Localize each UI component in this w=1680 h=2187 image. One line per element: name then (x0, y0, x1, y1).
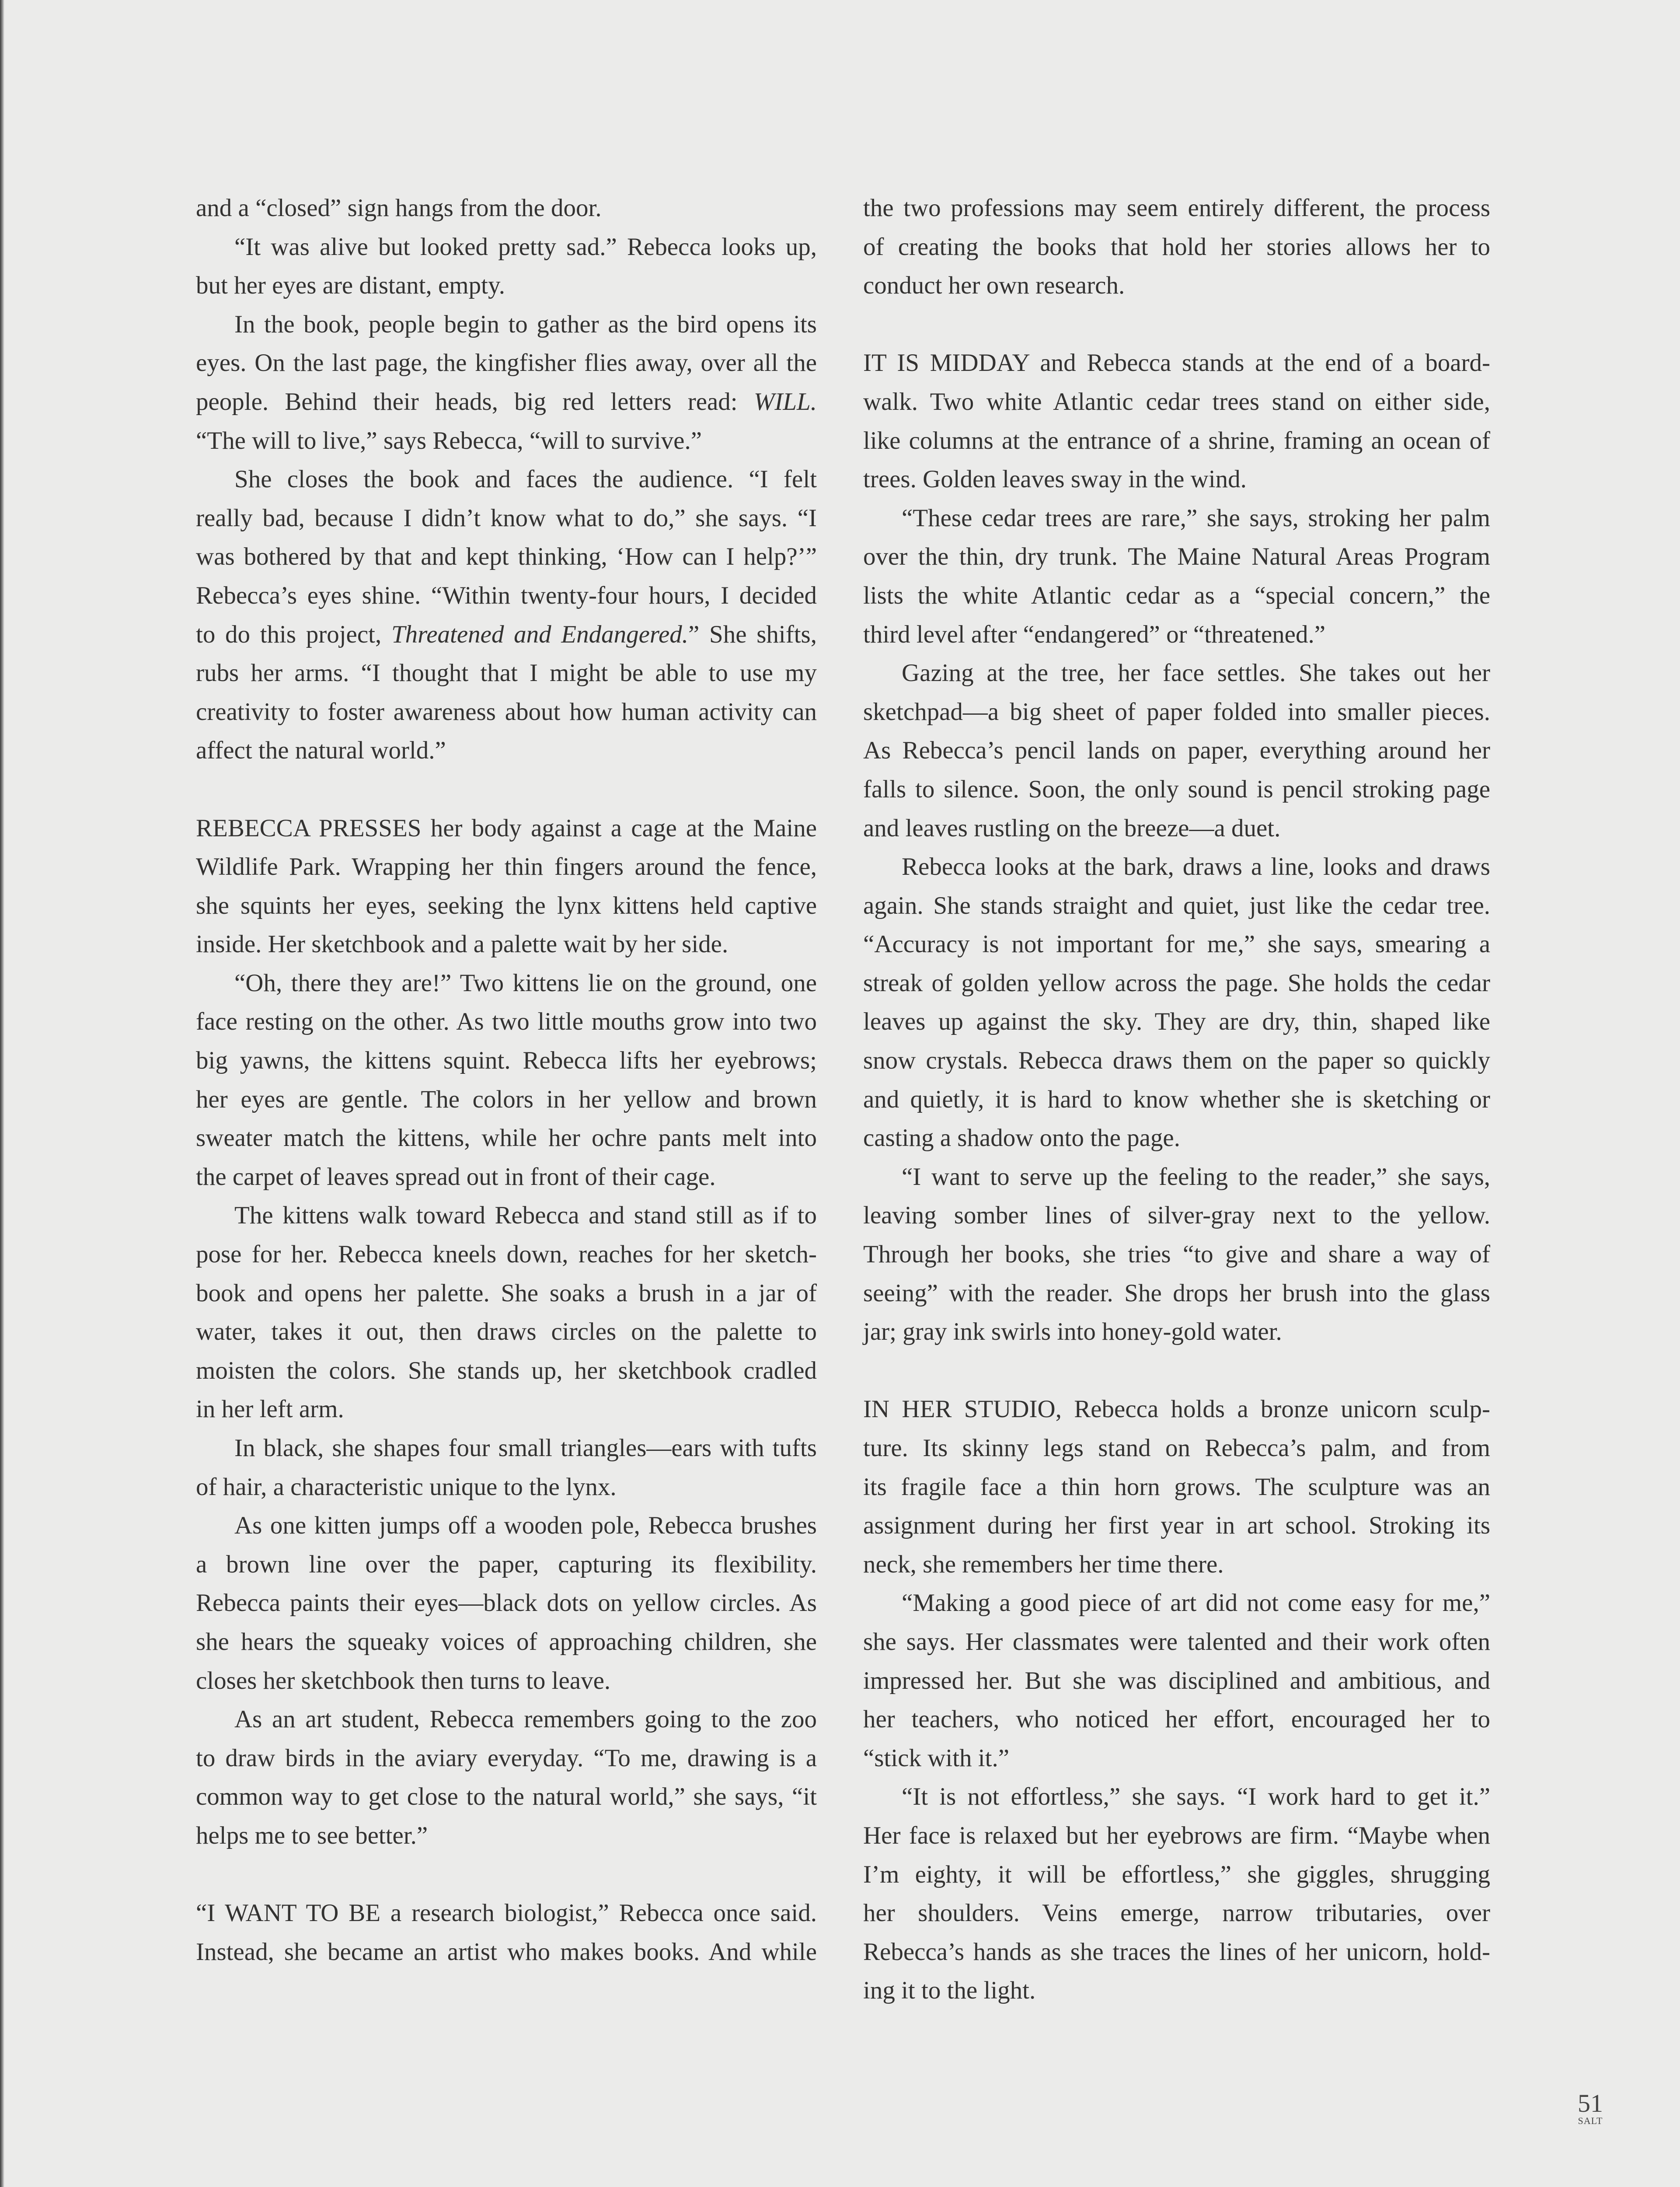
line-text: like columns at the entrance of a shrine, framing an ocean of (863, 426, 1490, 454)
line-text: and a “closed” sign hangs from the door. (196, 194, 602, 222)
italic-title-text: Threatened and Endangered. (391, 620, 689, 648)
line-text: a brown line over the paper, capturing its flexibility. (196, 1550, 817, 1578)
line-text: again. She stands straight and quiet, just like the cedar tree. (863, 891, 1490, 919)
paragraph-line (196, 1429, 817, 1468)
paragraph-line (196, 383, 817, 422)
line-text: “Accuracy is not important for me,” she says, smearing a (863, 930, 1490, 958)
line-text: its fragile face a thin horn grows. The sculpture was an (863, 1473, 1490, 1501)
line-text: to draw birds in the aviary everyday. “To me, drawing is a (196, 1744, 817, 1772)
paragraph-line (196, 344, 817, 383)
article-column-right (863, 189, 1490, 2010)
line-text: seeing” with the reader. She drops her brush into the glass (863, 1279, 1490, 1307)
line-text: Rebecca’s hands as she traces the lines of her unicorn, hold- (863, 1938, 1490, 1966)
line-text: sweater match the kittens, while her ochre pants melt into (196, 1124, 817, 1152)
line-text: Through her books, she tries “to give and share a way of (863, 1240, 1490, 1268)
paragraph-line (196, 460, 817, 499)
line-text: ing it to the light. (863, 1977, 1036, 2005)
paragraph-line (196, 1933, 817, 1972)
paragraph-line (863, 228, 1490, 267)
paragraph-line (196, 1003, 817, 1041)
line-text: snow crystals. Rebecca draws them on the paper so quickly (863, 1047, 1490, 1075)
line-text: “The will to live,” says Rebecca, “will to survive.” (196, 426, 702, 454)
paragraph-line (196, 1158, 817, 1197)
line-text: “I WANT TO BE a research biologist,” Rebecca once said. (196, 1899, 817, 1927)
line-text: moisten the colors. She stands up, her sketchbook cradled (196, 1356, 817, 1384)
paragraph-line (863, 1196, 1490, 1235)
paragraph-line (196, 1894, 817, 1933)
paragraph-line (863, 266, 1490, 305)
line-text: was bothered by that and kept thinking, ‘How can I help?’” (196, 543, 817, 571)
paragraph-line (863, 1390, 1490, 1429)
line-text: inside. Her sketchbook and a palette wait by her side. (196, 930, 728, 958)
line-text: She closes the book and faces the audience. “I felt (234, 465, 817, 493)
line-text: The kittens walk toward Rebecca and stand still as if to (234, 1202, 817, 1230)
section-break (863, 305, 1490, 344)
paragraph-line (196, 1080, 817, 1119)
line-text: her shoulders. Veins emerge, narrow tributaries, over (863, 1899, 1490, 1927)
line-text: and quietly, it is hard to know whether she is sketching or (863, 1085, 1490, 1113)
line-text: creativity to foster awareness about how human activity can (196, 698, 817, 726)
paragraph-line (196, 1313, 817, 1352)
paragraph-line (863, 1545, 1490, 1584)
paragraph-line (863, 499, 1490, 538)
paragraph-line (196, 499, 817, 538)
line-text: neck, she remembers her time there. (863, 1550, 1224, 1578)
line-text: third level after “endangered” or “threatened.” (863, 620, 1326, 648)
paragraph-line (196, 1468, 817, 1507)
paragraph-line (196, 1390, 817, 1429)
line-text: her eyes are gentle. The colors in her yellow and brown (196, 1085, 817, 1113)
paragraph-line (863, 654, 1490, 693)
line-text: Rebecca looks at the bark, draws a line, looks and draws (902, 853, 1490, 881)
paragraph-line (863, 1080, 1490, 1119)
paragraph-line (196, 189, 817, 228)
line-text: walk. Two white Atlantic cedar trees stand on either side, (863, 388, 1490, 416)
line-text: jar; gray ink swirls into honey-gold water. (863, 1318, 1282, 1346)
paragraph-line (196, 538, 817, 576)
paragraph-line (863, 1817, 1490, 1855)
paragraph-line (863, 964, 1490, 1003)
paragraph-line (863, 1971, 1490, 2010)
paragraph-line (863, 1313, 1490, 1352)
line-text: IN HER STUDIO, Rebecca holds a bronze unicorn sculp- (863, 1395, 1490, 1423)
paragraph-line (863, 1506, 1490, 1545)
paragraph-line (863, 1235, 1490, 1274)
line-text: IT IS MIDDAY and Rebecca stands at the end of a board- (863, 349, 1490, 377)
line-text: streak of golden yellow across the page. She holds the cedar (863, 969, 1490, 997)
line-text: In black, she shapes four small triangles—ears with tufts (234, 1434, 817, 1462)
paragraph-line (196, 1506, 817, 1545)
paragraph-line (863, 887, 1490, 926)
article-column-left (196, 189, 817, 1971)
paragraph-line (863, 383, 1490, 422)
scan-edge-shadow (0, 0, 4, 2187)
line-text: of creating the books that hold her stories allows her to (863, 233, 1490, 261)
page-number: 51 (1578, 2089, 1603, 2117)
line-text: she says. Her classmates were talented and their work often (863, 1628, 1490, 1656)
paragraph-line (863, 1468, 1490, 1507)
paragraph-line (863, 731, 1490, 770)
line-text: Gazing at the tree, her face settles. She takes out her (902, 659, 1490, 687)
paragraph-line (196, 1584, 817, 1623)
line-text: I’m eighty, it will be effortless,” she giggles, shrugging (863, 1860, 1490, 1888)
paragraph-line (863, 1041, 1490, 1080)
paragraph-line (196, 887, 817, 926)
line-text: Wildlife Park. Wrapping her thin fingers around the fence, (196, 853, 817, 881)
line-text: assignment during her first year in art school. Stroking its (863, 1512, 1490, 1540)
line-text: over the thin, dry trunk. The Maine Natural Areas Program (863, 543, 1490, 571)
paragraph-line (863, 189, 1490, 228)
paragraph-line (863, 1662, 1490, 1701)
line-text: common way to get close to the natural world,” she says, “it (196, 1783, 817, 1811)
paragraph-line (196, 809, 817, 848)
paragraph-line (196, 422, 817, 461)
paragraph-line (196, 1700, 817, 1739)
line-text: leaving somber lines of silver-gray next to the yellow. (863, 1202, 1490, 1230)
line-text: “I want to serve up the feeling to the reader,” she says, (902, 1163, 1490, 1191)
paragraph-line (863, 693, 1490, 732)
line-text: closes her sketchbook then turns to leave. (196, 1666, 611, 1694)
paragraph-line (863, 1119, 1490, 1158)
paragraph-line (196, 1739, 817, 1778)
paragraph-line (196, 1235, 817, 1274)
paragraph-line (863, 1584, 1490, 1623)
section-break (196, 770, 817, 809)
line-text: Rebecca’s eyes shine. “Within twenty-four hours, I decided (196, 581, 817, 609)
line-text: sketchpad—a big sheet of paper folded into smaller pieces. (863, 698, 1490, 726)
line-text: “Making a good piece of art did not come easy for me,” (902, 1589, 1490, 1617)
line-text: Her face is relaxed but her eyebrows are firm. “Maybe when (863, 1821, 1490, 1849)
paragraph-line (196, 1352, 817, 1390)
paragraph-line (196, 1545, 817, 1584)
line-text: REBECCA PRESSES her body against a cage at the Maine (196, 814, 817, 842)
paragraph-line (196, 848, 817, 887)
line-text: she hears the squeaky voices of approaching children, she (196, 1628, 817, 1656)
paragraph-line (863, 1855, 1490, 1894)
paragraph-line (863, 615, 1490, 654)
line-text: lists the white Atlantic cedar as a “special concern,” the (863, 581, 1490, 609)
paragraph-line (863, 576, 1490, 615)
line-text: ” She shifts, (688, 620, 817, 648)
italic-title-text: WILL. (753, 388, 817, 416)
paragraph-line (196, 1274, 817, 1313)
paragraph-line (196, 615, 817, 654)
paragraph-line (863, 1429, 1490, 1468)
line-text: the carpet of leaves spread out in front of their cage. (196, 1163, 716, 1191)
line-text: to do this project, (196, 620, 391, 648)
paragraph-line (863, 848, 1490, 887)
line-text: in her left arm. (196, 1395, 344, 1423)
line-text: big yawns, the kittens squint. Rebecca lifts her eyebrows; (196, 1047, 817, 1075)
line-text: book and opens her palette. She soaks a brush in a jar of (196, 1279, 817, 1307)
line-text: “It was alive but looked pretty sad.” Rebecca looks up, (234, 233, 817, 261)
paragraph-line (863, 1623, 1490, 1662)
line-text: water, takes it out, then draws circles on the palette to (196, 1318, 817, 1346)
paragraph-line (196, 654, 817, 693)
paragraph-line (196, 964, 817, 1003)
line-text: conduct her own research. (863, 272, 1125, 300)
paragraph-line (863, 422, 1490, 461)
paragraph-line (196, 1778, 817, 1817)
line-text: As an art student, Rebecca remembers going to the zoo (234, 1705, 817, 1733)
paragraph-line (863, 1739, 1490, 1778)
line-text: trees. Golden leaves sway in the wind. (863, 465, 1247, 493)
line-text: “These cedar trees are rare,” she says, stroking her palm (902, 504, 1490, 532)
section-break (863, 1352, 1490, 1390)
line-text: face resting on the other. As two little mouths grow into two (196, 1008, 817, 1036)
paragraph-line (863, 460, 1490, 499)
line-text: people. Behind their heads, big red letters read: (196, 388, 754, 416)
line-text: “It is not effortless,” she says. “I work hard to get it.” (902, 1783, 1490, 1811)
paragraph-line (196, 1662, 817, 1701)
line-text: “stick with it.” (863, 1744, 1010, 1772)
line-text: really bad, because I didn’t know what to do,” she says. “I (196, 504, 817, 532)
line-text: affect the natural world.” (196, 737, 446, 765)
paragraph-line (863, 809, 1490, 848)
paragraph-line (863, 1933, 1490, 1972)
paragraph-line (863, 538, 1490, 576)
line-text: eyes. On the last page, the kingfisher flies away, over all the (196, 349, 817, 377)
paragraph-line (196, 1041, 817, 1080)
line-text: leaves up against the sky. They are dry, thin, shaped like (863, 1008, 1490, 1036)
line-text: the two professions may seem entirely different, the process (863, 194, 1490, 222)
paragraph-line (196, 1196, 817, 1235)
line-text: pose for her. Rebecca kneels down, reaches for her sketch- (196, 1240, 817, 1268)
line-text: and leaves rustling on the breeze—a duet. (863, 814, 1281, 842)
line-text: Instead, she became an artist who makes books. And while (196, 1938, 817, 1966)
line-text: of hair, a characteristic unique to the lynx. (196, 1473, 617, 1501)
paragraph-line (863, 1158, 1490, 1197)
paragraph-line (863, 925, 1490, 964)
line-text: As Rebecca’s pencil lands on paper, everything around her (863, 737, 1490, 765)
section-break (196, 1855, 817, 1894)
paragraph-line (196, 576, 817, 615)
paragraph-line (196, 1119, 817, 1158)
paragraph-line (196, 305, 817, 344)
line-text: casting a shadow onto the page. (863, 1124, 1180, 1152)
line-text: In the book, people begin to gather as the bird opens its (234, 310, 817, 338)
line-text: “Oh, there they are!” Two kittens lie on the ground, one (234, 969, 817, 997)
paragraph-line (196, 925, 817, 964)
line-text: her teachers, who noticed her effort, encouraged her to (863, 1705, 1490, 1733)
line-text: impressed her. But she was disciplined and ambitious, and (863, 1666, 1490, 1694)
paragraph-line (863, 1003, 1490, 1041)
paragraph-line (196, 266, 817, 305)
paragraph-line (196, 1623, 817, 1662)
paragraph-line (863, 344, 1490, 383)
line-text: Rebecca paints their eyes—black dots on yellow circles. As (196, 1589, 817, 1617)
magazine-name: SALT (1578, 2115, 1603, 2126)
page-folio (1566, 2091, 1614, 2126)
line-text: ture. Its skinny legs stand on Rebecca’s palm, and from (863, 1434, 1490, 1462)
paragraph-line (196, 1817, 817, 1855)
paragraph-line (196, 228, 817, 267)
paragraph-line (196, 731, 817, 770)
line-text: helps me to see better.” (196, 1821, 428, 1849)
paragraph-line (863, 1700, 1490, 1739)
line-text: rubs her arms. “I thought that I might be able to use my (196, 659, 817, 687)
line-text: but her eyes are distant, empty. (196, 272, 505, 300)
paragraph-line (863, 770, 1490, 809)
line-text: As one kitten jumps off a wooden pole, Rebecca brushes (234, 1512, 817, 1540)
paragraph-line (863, 1894, 1490, 1933)
line-text: falls to silence. Soon, the only sound is pencil stroking page (863, 775, 1490, 803)
paragraph-line (863, 1274, 1490, 1313)
paragraph-line (863, 1778, 1490, 1817)
line-text: she squints her eyes, seeking the lynx kittens held captive (196, 891, 817, 919)
paragraph-line (196, 693, 817, 732)
